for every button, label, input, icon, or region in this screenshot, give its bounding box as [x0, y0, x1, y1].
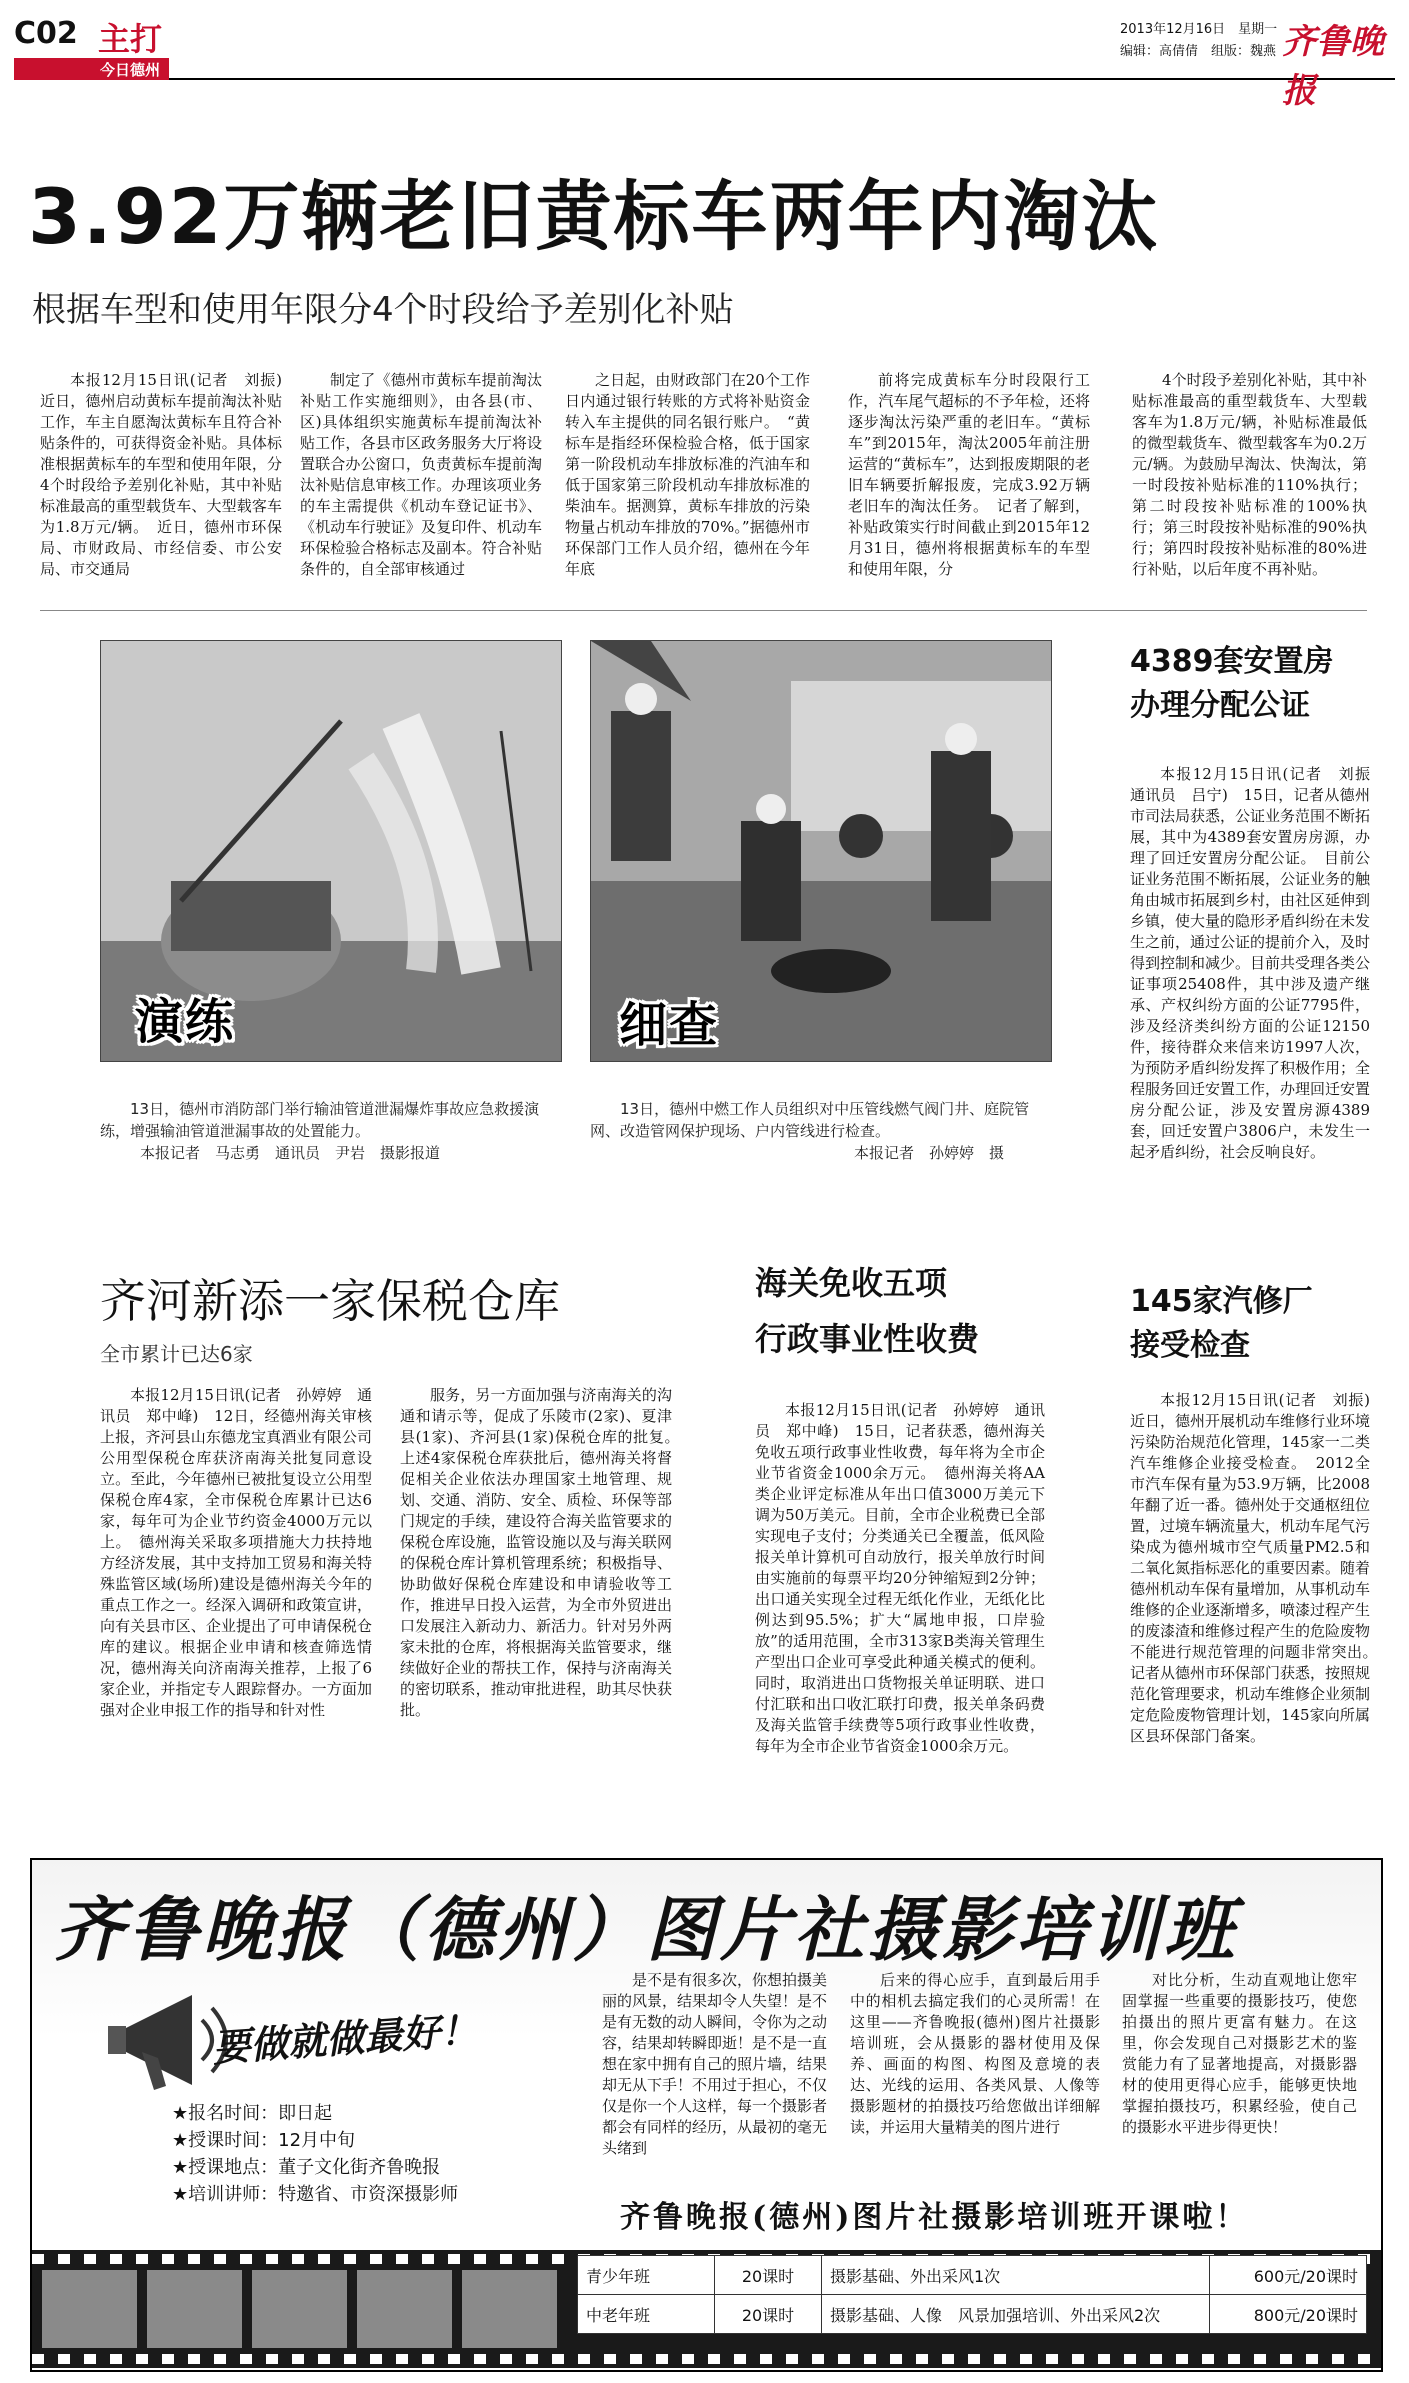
ad-info-schedule: ★授课时间：12月中旬 [172, 2130, 356, 2151]
class-name: 中老年班 [578, 2295, 715, 2334]
lead-subhead: 根据车型和使用年限分4个时段给予差别化补贴 [32, 290, 734, 330]
side-story-1-headline: 4389套安置房 办理分配公证 [1130, 644, 1334, 723]
editors-line: 编辑：高倩倩 组版：魏燕 [1120, 44, 1277, 59]
customs-headline: 海关免收五项 行政事业性收费 [755, 1264, 980, 1358]
drill-caption-credit: 本报记者 马志勇 通讯员 尹岩 摄影报道 [140, 1144, 441, 1162]
side-story-2-body: 本报12月15日讯(记者 刘振) 近日，德州开展机动车维修行业环境污染防治规范化管理，145家一二类汽车维修企业接受检查。 2012全市汽车保有量为53.9万辆，比2008年翻了近一番。德州处于交通枢纽位置，过境车辆流量大，机动车尾气污染成为德州城市空气质量PM2.5和二氧化氮指标恶化的重要因素。随着德州机动车保有量增加，从事机动车维修的企业逐渐增多，喷漆过程产生的废漆渣和维修过程产生的危险废物不能进行规范管理的问题非常突出。 记者从德州市环保部门获悉，按照规范化管理要求，机动车维修企业须制定危险废物管理计划，145家向所属区县环保部门备案。 [1130, 1391, 1386, 1745]
ad-title: 齐鲁晚报（德州）图片社摄影培训班 [54, 1888, 1238, 1971]
drill-caption-text: 13日，德州市消防部门举行输油管道泄漏爆炸事故应急救援演练，增强输油管道泄漏事故的处置能力。 [100, 1100, 540, 1140]
class-price: 800元/20课时 [1210, 2295, 1367, 2334]
ad-banner: 齐鲁晚报(德州)图片社摄影培训班开课啦！ [620, 2200, 1249, 2235]
ad-info-location: ★授课地点：董子文化街齐鲁晚报 [172, 2157, 441, 2178]
drill-photo [100, 640, 562, 1062]
side-story-1 [1130, 640, 1386, 1354]
section-title: 主打 [98, 20, 163, 58]
side-story-2 [1130, 1280, 1386, 1850]
ad-box [30, 1858, 1383, 2372]
drill-photo-label: 演练 [135, 994, 236, 1050]
bonded-subhead: 全市累计已达6家 [100, 1342, 253, 1366]
inspection-photo-label: 细查 [619, 997, 720, 1053]
class-name: 青少年班 [578, 2256, 715, 2295]
side-story-2-headline: 145家汽修厂 接受检查 [1130, 1284, 1313, 1363]
page-header [0, 0, 1409, 111]
subsection-label: 今日德州 [100, 61, 161, 79]
header-rule [169, 78, 1395, 80]
inspection-caption-credit: 本报记者 孙婷婷 摄 [854, 1144, 1005, 1162]
date-line: 2013年12月16日 星期一 [1120, 22, 1278, 37]
table-row [578, 2256, 1367, 2295]
ad-info-instructors: ★培训讲师：特邀省、市资深摄影师 [172, 2184, 459, 2205]
drill-caption [100, 1098, 560, 1164]
inspection-photo [590, 640, 1052, 1062]
lead-column-1: 本报12月15日讯(记者 刘振) 近日，德州启动黄标车提前淘汰补贴工作，车主自愿淘汰黄标车且符合补贴条件的，可获得资金补贴。具体标准根据黄标车的车型和使用年限，分4个时段给予差别化补贴，其中补贴标准最高的重型载货车、大型载客车为1.8万元/辆。 近日，德州市环保局、市财政局、市经信委、市公安局、市交通局 [40, 371, 298, 578]
class-table [577, 2255, 1367, 2334]
lead-column-5: 4个时段予差别化补贴，其中补贴标准最高的重型载货车、大型载客车为1.8万元/辆，补贴标准最低的微型载货车、微型载客车为0.2万元/辆。为鼓励早淘汰、快淘汰，第一时段按补贴标准的110%执行；第二时段按补贴标准的100%执行；第三时段按补贴标准的90%执行；第四时段按补贴标准的80%进行补贴，以后年度不再补贴。 [1132, 371, 1367, 578]
bonded-column-2: 服务，另一方面加强与济南海关的沟通和请示等，促成了乐陵市(2家)、夏津县(1家)、齐河县(1家)保税仓库的批复。 上述4家保税仓库获批后，德州海关将督促相关企业依法办理国家土地管理、规划、交通、消防、安全、质检、环保等部门规定的手续，建设符合海关监管要求的保税仓库设施，监管设施以及与海关联网的保税仓库计算机管理系统；积极指导、协助做好保税仓库建设和申请验收等工作，推进早日投入运营，为全市外贸进出口发展注入新动力、新活力。针对另外两家未批的仓库，将根据海关监管要求，继续做好企业的帮扶工作，保持与济南海关的密切联系，推动审批进程，助其尽快获批。 [400, 1386, 688, 1719]
masthead-logo: 齐鲁晚报 [1282, 22, 1384, 111]
customs-body: 本报12月15日讯(记者 孙婷婷 通讯员 郑中峰) 15日，记者获悉，德州海关免收五项行政事业性收费，每年将为全市企业节省资金1000余万元。 德州海关将AA类企业评定标准从年出口值3000万美元下调为50万美元。目前，全市企业税费已全部实现电子支付；分类通关已全覆盖，低风险报关单计算机可自动放行，报关单放行时间由实施前的每票平均20分钟缩短到2分钟；出口通关实现全过程无纸化作业，无纸化比例达到95.5%；扩大“属地申报，口岸验放”的适用范围，全市313家B类海关管理生产型出口企业可享受此种通关模式的便利。同时，取消进出口货物报关单证明联、进口付汇联和出口收汇联打印费，报关单条码费及海关监管手续费等5项行政事业性收费，每年为全市企业节省资金1000余万元。 [755, 1401, 1045, 1755]
lead-headline: 3.92万辆老旧黄标车两年内淘汰 [28, 172, 1160, 261]
inspection-caption-text: 13日，德州中燃工作人员组织对中压管线燃气阀门井、庭院管网、改造管网保护现场、户内管线进行检查。 [590, 1100, 1030, 1140]
bonded-column-1: 本报12月15日讯(记者 孙婷婷 通讯员 郑中峰) 12日，经德州海关审核上报，齐河县山东德龙宝真酒业有限公司公用型保税仓库获济南海关批复同意设立。至此，今年德州已被批复设立公用型保税仓库4家，全市保税仓库累计已达6家，每年可为企业节约资金4000万元以上。 德州海关采取多项措施大力扶持地方经济发展，其中支持加工贸易和海关特殊监管区域(场所)建设是德州海关今年的重点工作之一。经深入调研和政策宣讲，向有关县市区、企业提出了可申请保税仓库的建议。根据企业申请和核查筛选情况，德州海关向济南海关推荐，上报了6家企业，并指定专人跟踪督办。一方面加强对企业申报工作的指导和针对性 [100, 1386, 372, 1719]
lead-column-2: 制定了《德州市黄标车提前淘汰补贴工作实施细则》，由各县(市、区)具体组织实施黄标车提前淘汰补贴工作，各县市区政务服务大厅将设置联合办公窗口，负责黄标车提前淘汰补贴信息审核工作。办理该项业务的车主需提供《机动车登记证书》、《机动车行驶证》及复印件、机动车环保检验合格标志及副本。符合补贴条件的，自全部审核通过 [300, 371, 542, 578]
ad-column-1: 是不是有很多次，你想拍摄美丽的风景，结果却令人失望！是不是有无数的动人瞬间，令你为之动容，结果却转瞬即逝！是不是一直想在家中拥有自己的照片墙，结果却无从下手！不用过于担心，不仅仅是你一个人这样，每一个摄影者都会有同样的经历，从最初的毫无头绪到 [602, 1971, 828, 2157]
table-row [578, 2295, 1367, 2334]
lead-column-3: 之日起，由财政部门在20个工作日内通过银行转账的方式将补贴资金转入车主提供的同名银行账户。 “黄标车是指经环保检验合格，低于国家第一阶段机动车排放标准的汽油车和低于国家第三阶段机动车排放标准的柴油车。据测算，黄标车排放的污染物量占机动车排放的70%。”据德州市环保部门工作人员介绍，德州在今年年底 [565, 371, 810, 578]
ad-info [172, 2100, 458, 2208]
inspection-caption [590, 1098, 1050, 1164]
class-hours: 20课时 [715, 2295, 822, 2334]
section-divider [40, 610, 1367, 611]
lead-column-4: 前将完成黄标车分时段限行工作，汽车尾气超标的不予年检，还将逐步淘汰污染严重的老旧车。“黄标车”到2015年，淘汰2005年前注册运营的“黄标车”，达到报废期限的老旧车辆要折解报废，完成3.92万辆老旧车的淘汰任务。 记者了解到，补贴政策实行时间截止到2015年12月31日，德州将根据黄标车的车型和使用年限，分 [848, 371, 1090, 578]
class-content: 摄影基础、外出采风1次 [822, 2256, 1210, 2295]
page-code: C02 [14, 16, 78, 51]
film-frames [42, 2270, 562, 2348]
bonded-headline: 齐河新添一家保税仓库 [100, 1274, 560, 1328]
ad-slogan: 要做就做最好！ [211, 2007, 480, 2071]
ad-column-2: 后来的得心应手，直到最后用手中的相机去搞定我们的心灵所需！在这里——齐鲁晚报(德州)图片社摄影培训班，会从摄影的器材使用及保养、画面的构图、构图及意境的表达、光线的运用、各类风景、人像等摄影题材的拍摄技巧给您做出详细解读，并运用大量精美的图片进行 [850, 1971, 1100, 2136]
film-perforations-bottom [32, 2354, 1381, 2364]
ad-info-signup: ★报名时间：即日起 [172, 2103, 333, 2124]
ad-column-3: 对比分析，生动直观地让您牢固掌握一些重要的摄影技巧，使您拍摄出的照片更富有魅力。在这里，你会发现自己对摄影艺术的鉴赏能力有了显著地提高，对摄影器材的使用更得心应手，能够更快地掌握拍摄技巧，积累经验，使自己的摄影水平进步得更快！ [1122, 1971, 1357, 2136]
side-story-1-body: 本报12月15日讯(记者 刘振 通讯员 吕宁) 15日，记者从德州市司法局获悉，公证业务范围不断拓展，其中为4389套安置房房源，办理了回迁安置房分配公证。 目前公证业务范围不断拓展，公证业务的触角由城市拓展到乡村，由社区延伸到乡镇，使大量的隐形矛盾纠纷在未发生之前，通过公证的提前介入，及时得到控制和减少。目前共受理各类公证事项25408件，其中涉及遗产继承、产权纠纷方面的公证7795件，涉及经济类纠纷方面的公证12150件，接待群众来信来访1997人次，为预防矛盾纠纷发挥了积极作用；全程服务回迁安置工作，办理回迁安置房分配公证，涉及安置房源4389套，回迁安置户3806户，未发生一起矛盾纠纷，社会反响良好。 [1130, 765, 1386, 1161]
class-content: 摄影基础、人像 风景加强培训、外出采风2次 [822, 2295, 1210, 2334]
class-hours: 20课时 [715, 2256, 822, 2295]
class-price: 600元/20课时 [1210, 2256, 1367, 2295]
